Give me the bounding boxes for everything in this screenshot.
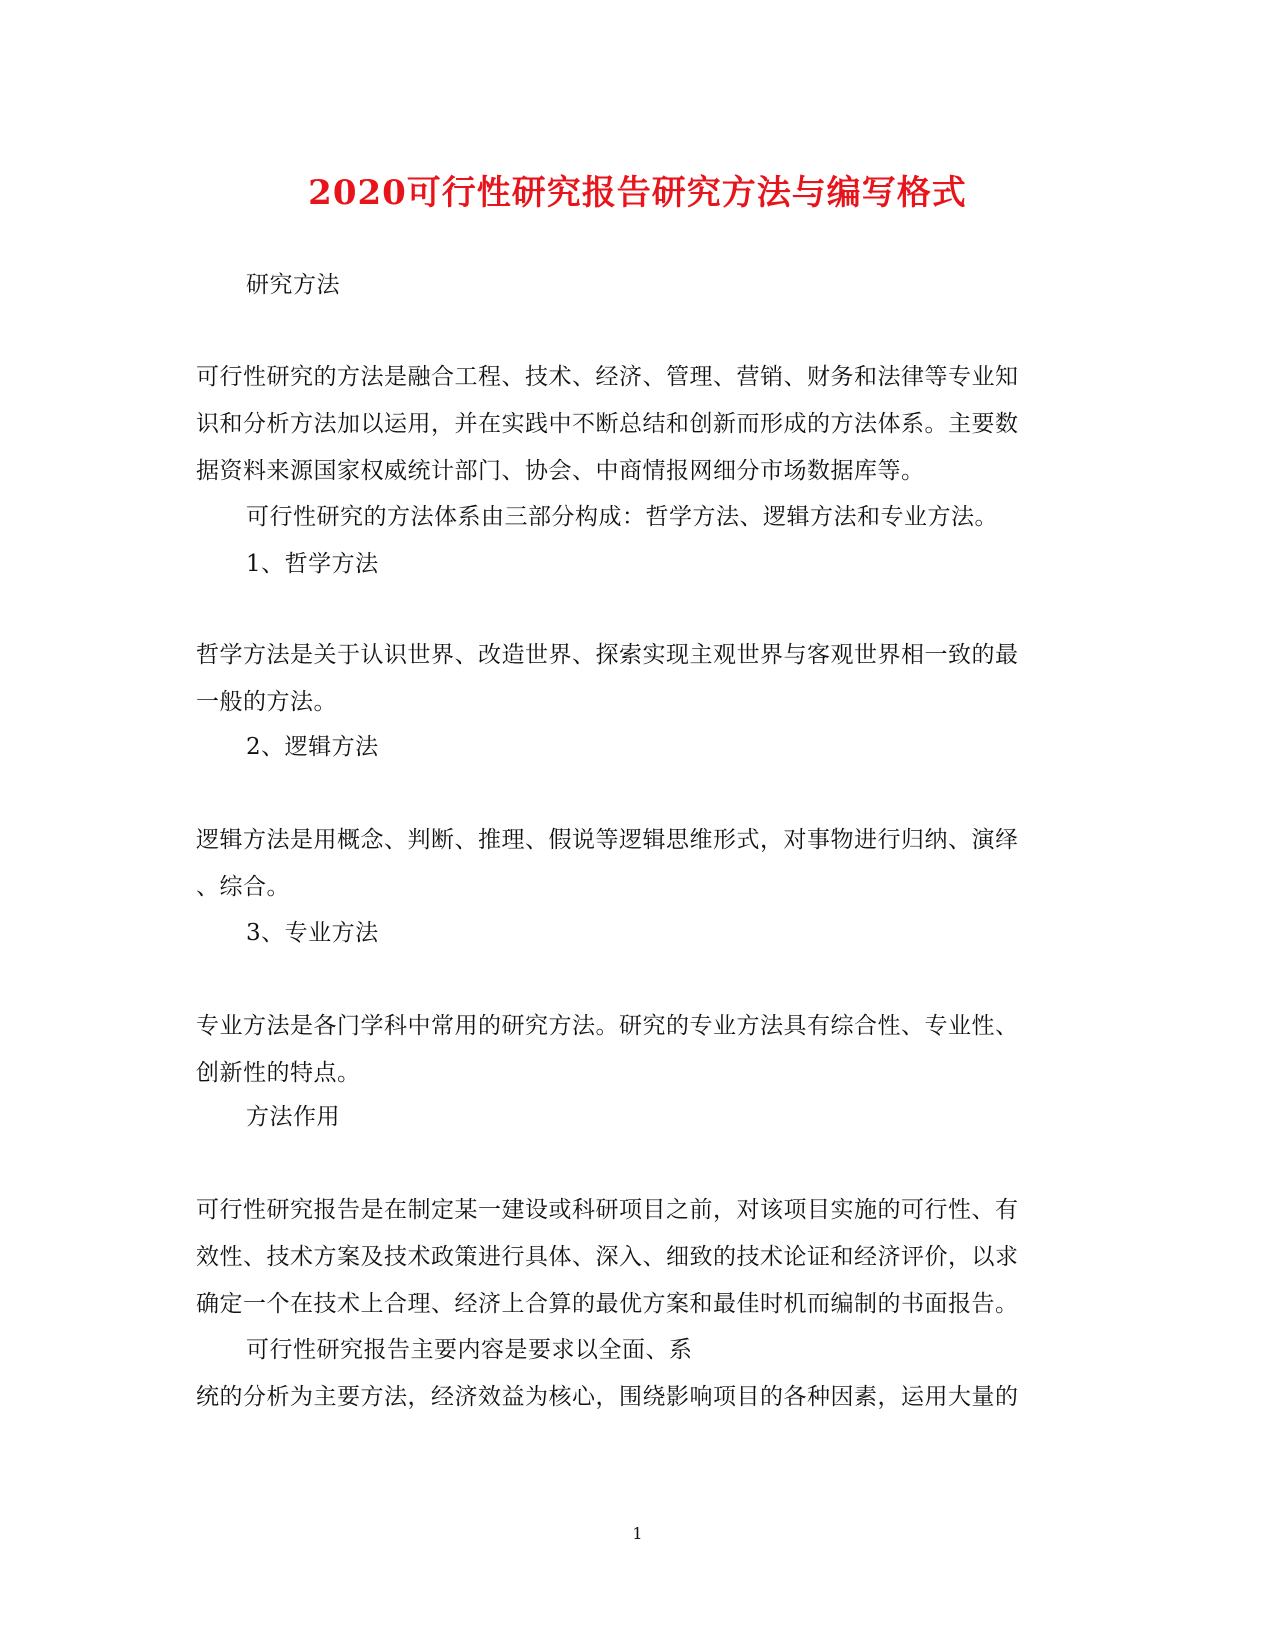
document-title: 2020可行性研究报告研究方法与编写格式: [308, 173, 967, 213]
text-line: 3、专业方法: [246, 920, 379, 946]
text-line: 据资料来源国家权威统计部门、协会、中商情报网细分市场数据库等。: [196, 458, 925, 484]
text-line: 方法作用: [246, 1104, 340, 1130]
page-number: 1: [632, 1524, 643, 1543]
paragraph-method-system: [196, 494, 1076, 588]
text-line: 可行性研究报告是在制定某一建设或科研项目之前，对该项目实施的可行性、有: [196, 1197, 1019, 1223]
text-line: 可行性研究报告主要内容是要求以全面、系: [246, 1337, 693, 1363]
text-line: 研究方法: [246, 272, 340, 298]
text-line: 专业方法是各门学科中常用的研究方法。研究的专业方法具有综合性、专业性、: [196, 1013, 1019, 1039]
text-line: 一般的方法。: [196, 689, 337, 715]
text-line: 可行性研究的方法是融合工程、技术、经济、管理、营销、财务和法律等专业知: [196, 364, 1019, 390]
section-heading-research-method: [196, 262, 1076, 309]
paragraph-professional-method: [196, 1003, 1076, 1097]
text-line: 可行性研究的方法体系由三部分构成：哲学方法、逻辑方法和专业方法。: [246, 504, 998, 530]
paragraph-philosophy-method: [196, 632, 1076, 726]
text-line: 哲学方法是关于认识世界、改造世界、探索实现主观世界与客观世界相一致的最: [196, 642, 1019, 668]
text-line: 统的分析为主要方法，经济效益为核心，围绕影响项目的各种因素，运用大量的: [196, 1384, 1019, 1410]
text-line: 确定一个在技术上合理、经济上合算的最优方案和最佳时机而编制的书面报告。: [196, 1291, 1019, 1317]
text-line: 、综合。: [196, 874, 290, 900]
section-heading-method-function: [196, 1094, 1076, 1141]
text-line: 识和分析方法加以运用，并在实践中不断总结和创新而形成的方法体系。主要数: [196, 411, 1019, 437]
paragraph-method-overview: [196, 354, 1076, 495]
section-heading-philosophy-method: 1、哲学方法: [246, 551, 379, 577]
text-line: 2、逻辑方法: [246, 734, 379, 760]
text-line: 创新性的特点。: [196, 1060, 361, 1086]
text-line: 效性、技术方案及技术政策进行具体、深入、细致的技术论证和经济评价，以求: [196, 1244, 1019, 1270]
paragraph-report-content: [196, 1327, 1076, 1421]
paragraph-report-definition: [196, 1187, 1076, 1328]
section-heading-logic-method: [196, 724, 1076, 771]
section-heading-professional-method: [196, 910, 1076, 957]
text-line: 逻辑方法是用概念、判断、推理、假说等逻辑思维形式，对事物进行归纳、演绎: [196, 827, 1019, 853]
paragraph-logic-method: [196, 817, 1076, 911]
